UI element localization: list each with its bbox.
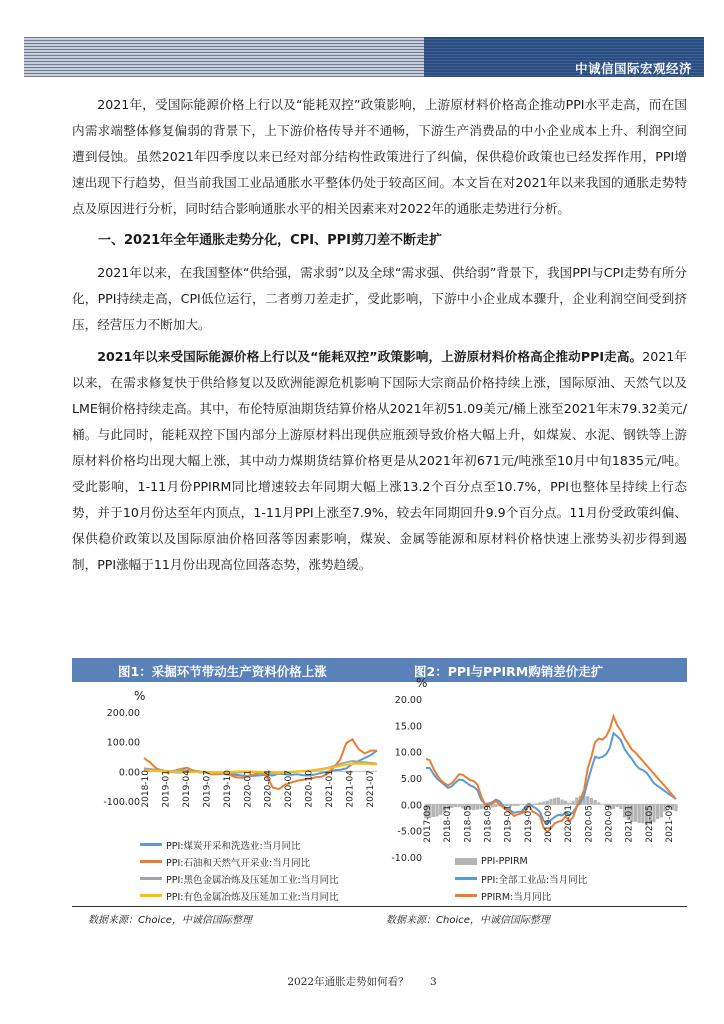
legend-item-ppi <box>455 870 587 887</box>
chart1-y-tick-label: 200.00 <box>106 708 140 719</box>
chart2-bar <box>435 804 438 816</box>
chart2-bar <box>638 804 641 822</box>
chart2-x-tick-label: 2019-01 <box>503 805 514 843</box>
chart2-bar <box>616 804 619 807</box>
chart2-y-tick-label: 15.00 <box>394 721 422 733</box>
chart2-bar <box>457 804 460 807</box>
figure1-source: 数据来源：Choice，中诚信国际整理 <box>88 915 252 926</box>
paragraph-ppi-body: 2021年以来，在需求修复快于供给修复以及欧洲能源危机影响下国际大宗商品价格持续上涨，国际原油、天然气以及LME铜价格持续走高。其中，布伦特原油期货结算价格从2021年初51.09美元/桶上涨至2021年末79.32美元/桶。与此同时，能耗双控下国内部分上游原材料出现供应瓶颈导致价格大幅上升，如煤炭、水泥、钢铁等上游原材料价格均出现大幅上涨，其中动力煤期货结算价格更是从2021年初671元/吨涨至10月中旬1835元/吨。受此影响，1-11月份PPIRM同比增速较去年同期大幅上涨13.2个百分点至10.7%，PPI也整体呈持续上行态势，并于10月份达至年内顶点，1-11月PPI上涨至7.9%，较去年同期回升9.9个百分点。11月份受政策纠偏、保供稳价政策以及国际原油价格回落等因素影响，煤炭、金属等能源和原材料价格快速上涨势头初步得到遏制，PPI涨幅于11月份出现高位回落态势，涨势趋缓。 <box>72 349 687 572</box>
chart2-y-tick-label: 5.00 <box>400 774 422 785</box>
chart2-unit-label: % <box>416 676 428 690</box>
figure2-source: 数据来源：Choice，中诚信国际整理 <box>386 915 550 926</box>
figure2-legend <box>455 853 587 904</box>
chart2-bar <box>593 800 596 804</box>
chart2-x-tick-label: 2021-05 <box>644 805 655 843</box>
legend-item-ppirm <box>455 887 587 904</box>
chart1-unit-label: % <box>134 689 146 703</box>
legend-item-ferrous <box>140 870 339 887</box>
chart1-x-tick-label: 2019-10 <box>222 770 233 808</box>
header-banner <box>24 37 704 77</box>
figure2-title: 图2：PPI与PPIRM购销差价走扩 <box>414 664 604 679</box>
header-brand: 中诚信国际宏观经济 <box>574 61 692 76</box>
chart2-bar <box>553 798 556 804</box>
chart2-bar <box>454 804 457 807</box>
chart1-x-tick-label: 2019-07 <box>202 770 213 808</box>
chart2-bar <box>564 801 567 805</box>
chart1-x-tick-label: 2021-01 <box>325 770 336 808</box>
chart1-x-tick-label: 2019-01 <box>161 770 172 808</box>
legend-swatch-ppirm <box>455 894 477 897</box>
figure1-legend <box>140 836 339 904</box>
chart2-bar <box>439 804 442 815</box>
paragraph-intro: 2021年，受国际能源价格上行以及“能耗双控”政策影响，上游原材料价格高企推动PPI水平走高，而在国内需求端整体修复偏弱的背景下，上下游价格传导并不通畅，下游生产消费品的中小企业成本上升、利润空间遭到侵蚀。虽然2021年四季度以来已经对部分结构性政策进行了纠偏，保供稳价政策也已经发挥作用，PPI增速出现下行趋势，但当前我国工业品通胀水平整体仍处于较高区间。本文旨在对2021年以来我国的通胀走势特点及原因进行分析，同时结合影响通胀水平的相关因素来对2022年的通胀走势进行分析。 <box>72 97 687 216</box>
legend-swatch-oil <box>140 860 162 863</box>
legend-label-coal: PPI:煤炭开采和洗选业:当月同比 <box>166 840 301 852</box>
chart2-bar <box>524 804 527 805</box>
chart2-y-tick-label: -10.00 <box>391 853 422 864</box>
chart2-x-tick-label: 2018-01 <box>443 805 454 843</box>
chart2-bar <box>660 804 663 817</box>
chart2-bar <box>480 804 483 809</box>
legend-swatch-ferrous <box>140 877 162 880</box>
chart1-y-tick-label: -100.00 <box>103 797 140 808</box>
section-title: 一、2021年全年通胀走势分化，CPI、PPI剪刀差不断走扩 <box>98 233 442 248</box>
legend-swatch-coal <box>140 843 162 846</box>
chart2-bar <box>516 804 519 806</box>
chart1-x-tick-label: 2020-04 <box>263 770 274 808</box>
chart1-y-tick-label: 0.00 <box>118 767 140 779</box>
paragraph-ppi <box>72 344 687 578</box>
figure1-svg <box>72 686 382 836</box>
chart2-bar <box>531 804 534 805</box>
chart1-x-tick-label: 2020-01 <box>243 770 254 808</box>
legend-item-nonferrous <box>140 887 339 904</box>
chart2-bar <box>542 802 545 805</box>
chart2-x-tick-label: 2018-05 <box>463 805 474 843</box>
paragraph-ppi-lead: 2021年以来受国际能源价格上行以及“能耗双控”政策影响，上游原材料价格高企推动PPI走高。 <box>97 349 643 364</box>
chart2-x-tick-label: 2020-01 <box>564 805 575 843</box>
legend-swatch-spread <box>455 858 477 865</box>
chart1-x-tick-label: 2020-10 <box>304 770 315 808</box>
chart2-bar <box>546 801 549 805</box>
chart2-bar <box>557 797 560 804</box>
chart1-x-tick-label: 2020-07 <box>284 770 295 808</box>
chart2-bar <box>494 804 497 807</box>
chart2-x-tick-label: 2019-09 <box>544 805 554 843</box>
chart2-bar <box>560 800 563 805</box>
legend-swatch-ppi <box>455 877 477 880</box>
chart2-bar <box>535 803 538 804</box>
chart2-bar <box>590 798 593 804</box>
chart2-bar <box>538 802 541 804</box>
chart1-x-tick-label: 2021-04 <box>345 770 356 808</box>
figure1-chart <box>72 686 382 840</box>
chart2-x-tick-label: 2019-05 <box>523 805 534 843</box>
chart2-bar <box>549 799 552 804</box>
chart2-x-tick-label: 2020-09 <box>604 805 615 843</box>
chart2-bar <box>597 802 600 804</box>
chart2-bar <box>586 796 589 804</box>
paragraph-divergence: 2021年以来，在我国整体“供给强，需求弱”以及全球“需求强、供给弱”背景下，我国PPI与CPI走势有所分化，PPI持续走高，CPI低位运行，二者剪刀差走扩，受此影响，下游中小企业成本骤升，企业利润空间受到挤压，经营压力不断加大。 <box>72 265 687 332</box>
legend-item-coal <box>140 836 339 853</box>
source-divider <box>72 906 687 907</box>
chart2-x-tick-label: 2017-09 <box>423 805 433 843</box>
chart2-x-tick-label: 2021-01 <box>624 805 635 843</box>
legend-swatch-nonferrous <box>140 894 162 897</box>
chart2-y-tick-label: 0.00 <box>400 800 422 812</box>
chart2-bar <box>571 801 574 805</box>
chart2-bar <box>656 804 659 819</box>
chart2-x-tick-label: 2020-05 <box>584 805 595 843</box>
legend-item-oil <box>140 853 339 870</box>
body-text <box>72 92 687 584</box>
figure-title-bar <box>72 658 687 682</box>
legend-label-oil: PPI:石油和天然气开采业:当月同比 <box>166 857 311 869</box>
figure1-title: 图1：采掘环节带动生产资料价格上涨 <box>118 664 327 679</box>
chart1-x-tick-label: 2021-07 <box>366 770 376 808</box>
legend-label-spread: PPI-PPIRM <box>481 856 528 867</box>
chart2-bar <box>568 803 571 805</box>
chart2-bar <box>476 804 479 809</box>
chart2-y-tick-label: 20.00 <box>394 695 422 706</box>
chart1-x-tick-label: 2019-04 <box>181 770 192 808</box>
chart1-y-tick-label: 100.00 <box>106 737 140 749</box>
chart1-x-tick-label: 2018-10 <box>141 770 151 808</box>
chart2-x-tick-label: 2021-09 <box>665 805 675 843</box>
chart2-bar <box>619 804 622 809</box>
legend-label-ppi: PPI:全部工业品:当月同比 <box>481 874 588 886</box>
legend-label-ferrous: PPI:黑色金属冶炼及压延加工业:当月同比 <box>166 874 339 886</box>
legend-label-nonferrous: PPI:有色金属冶炼及压延加工业:当月同比 <box>166 891 339 903</box>
legend-label-ppirm: PPIRM:当月同比 <box>481 891 552 903</box>
chart2-x-tick-label: 2018-09 <box>483 805 494 843</box>
page-footer <box>0 974 724 989</box>
footer-title: 2022年通胀走势如何看？ <box>287 976 409 988</box>
page-number: 3 <box>429 976 437 988</box>
chart2-y-tick-label: 10.00 <box>394 747 422 759</box>
legend-item-spread <box>455 853 587 870</box>
chart2-y-tick-label: -5.00 <box>397 826 422 838</box>
